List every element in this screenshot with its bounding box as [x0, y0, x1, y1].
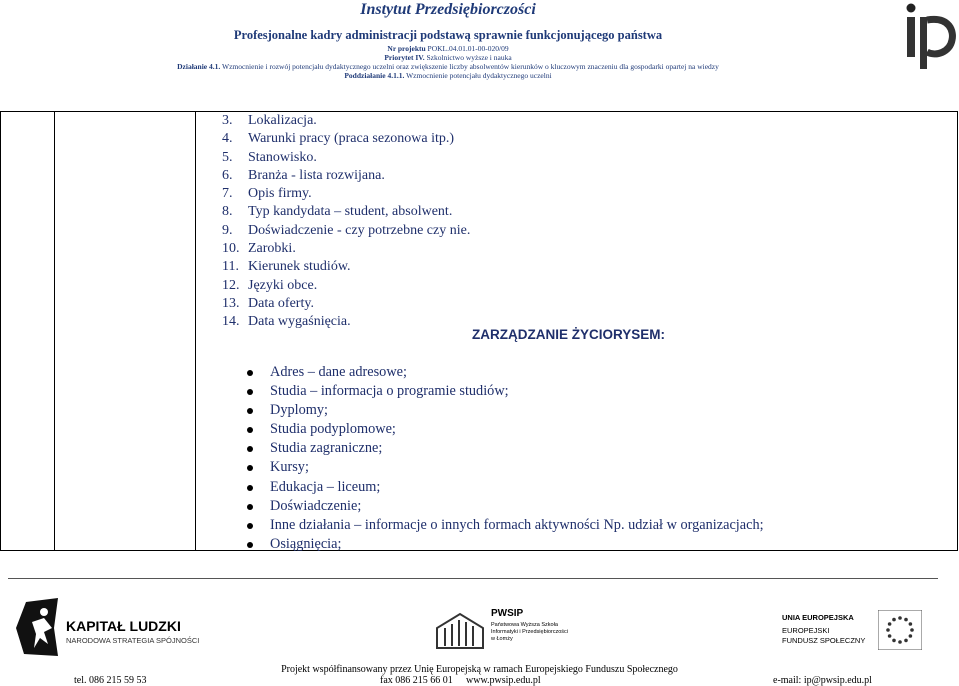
priority-text: Szkolnictwo wyższe i nauka [426, 53, 512, 62]
bullet-list-item: Studia podyplomowe; [246, 420, 764, 439]
pwsip-line-1: Państwowa Wyższa Szkoła [491, 622, 558, 628]
list-item-text: Kierunek studiów. [248, 259, 351, 275]
building-icon [435, 610, 485, 650]
pwsip-abbr: PWSIP [491, 608, 524, 619]
bullet-list-item: Doświadczenie; [246, 497, 764, 516]
bullet-list-item: Adres – dane adresowe; [246, 363, 764, 382]
eu-line-2: EUROPEJSKI [782, 626, 830, 635]
numbered-list-item [222, 130, 470, 148]
list-item-text: Języki obce. [248, 277, 318, 293]
list-item-number: 14. [222, 314, 240, 330]
bullet-list-item: Studia – informacja o programie studiów; [246, 382, 764, 401]
eu-star-icon [886, 628, 890, 632]
bullet-list [246, 363, 764, 554]
list-item-number: 7. [222, 186, 233, 202]
list-item-number: 8. [222, 204, 233, 220]
list-item-number: 3. [222, 113, 233, 128]
eu-star-icon [910, 628, 914, 632]
cofinance-note: Projekt współfinansowany przez Unię Europejską w ramach Europejskiego Funduszu Społecznego [281, 664, 678, 675]
list-item-text: Stanowisko. [248, 149, 317, 165]
numbered-list-item [222, 149, 470, 167]
numbered-list-item [222, 240, 470, 258]
project-number-label: Nr projektu [387, 44, 426, 53]
list-item-text: Typ kandydata – student, absolwent. [248, 204, 453, 220]
list-item-number: 5. [222, 149, 233, 165]
pwsip-line-3: w Łomży [491, 636, 513, 642]
list-item-text: Zarobki. [248, 241, 296, 257]
list-item-number: 11. [222, 259, 239, 275]
eu-star-icon [888, 622, 892, 626]
ip-logo [898, 2, 956, 70]
list-item-number: 6. [222, 167, 233, 183]
bullet-list-item: Inne działania – informacje o innych formach aktywności Np. udział w organizacjach; [246, 516, 764, 535]
numbered-list-item [222, 112, 470, 130]
kapital-ludzki-title: KAPITAŁ LUDZKI [66, 618, 181, 634]
bullet-list-item: Kursy; [246, 458, 764, 477]
numbered-list-item [222, 203, 470, 221]
numbered-list-item [222, 185, 470, 203]
list-item-text: Data oferty. [248, 295, 314, 311]
numbered-list [222, 112, 470, 332]
project-title: Profesjonalne kadry administracji podstawą sprawnie funkcjonującego państwa [233, 28, 663, 42]
eu-star-icon [904, 618, 908, 622]
action-text: Wzmocnienie i rozwój potencjału dydaktycznego uczelni oraz zwiększenie liczby absolwentów kierunków o kluczowym znaczeniu dla gospodarki opartej na wiedzy [221, 62, 719, 71]
pwsip-line-2: Informatyki i Przedsiębiorczości [491, 629, 569, 635]
footer-separator [8, 578, 938, 579]
action-line [0, 62, 896, 71]
subaction-text: Wzmocnienie potencjału dydaktycznego uczelni [406, 71, 552, 80]
eu-line-1: UNIA EUROPEJSKA [782, 613, 854, 622]
footer-email[interactable]: e-mail: ip@pwsip.edu.pl [773, 675, 872, 686]
eu-star-icon [909, 634, 913, 638]
project-number: POKL.04.01.01-00-020/09 [427, 44, 509, 53]
numbered-list-item [222, 222, 470, 240]
list-item-text: Warunki pracy (praca sezonowa itp.) [248, 131, 455, 147]
bullet-list-item: Studia zagraniczne; [246, 439, 764, 458]
kapital-ludzki-subtitle: NARODOWA STRATEGIA SPÓJNOŚCI [66, 636, 200, 645]
table-column-divider [195, 112, 196, 550]
list-item-text: Opis firmy. [248, 186, 312, 202]
numbered-list-item [222, 277, 470, 295]
bullet-list-item: Dyplomy; [246, 401, 764, 420]
eu-logo [782, 610, 922, 650]
eu-star-icon [898, 616, 902, 620]
pwsip-logo [435, 608, 575, 652]
list-item-text: Lokalizacja. [248, 113, 317, 128]
numbered-list-item [222, 167, 470, 185]
institute-name: Instytut Przedsiębiorczości [360, 1, 536, 18]
list-item-number: 10. [222, 241, 240, 257]
list-item-number: 4. [222, 131, 233, 147]
eu-star-icon [904, 639, 908, 643]
eu-line-3: FUNDUSZ SPOŁECZNY [782, 636, 866, 645]
bullet-list-item: Edukacja – liceum; [246, 478, 764, 497]
section-heading: ZARZĄDZANIE ŻYCIORYSEM: [472, 327, 665, 342]
priority-label: Priorytet IV. [384, 53, 425, 62]
eu-star-icon [892, 618, 896, 622]
table-column-divider [54, 112, 55, 550]
eu-star-icon [892, 639, 896, 643]
list-item-number: 12. [222, 277, 240, 293]
numbered-list-item [222, 295, 470, 313]
project-number-line [0, 44, 896, 53]
eu-star-icon [888, 634, 892, 638]
numbered-list-item [222, 258, 470, 276]
bullet-list-item: Osiągnięcia; [246, 535, 764, 554]
subaction-line [0, 71, 896, 80]
list-item-text: Data wygaśnięcia. [248, 314, 351, 330]
eu-flag-icon [878, 610, 922, 650]
list-item-text: Doświadczenie - czy potrzebne czy nie. [248, 222, 471, 238]
numbered-list-item [222, 313, 470, 331]
subaction-label: Poddziałanie 4.1.1. [344, 71, 405, 80]
footer-fax: fax 086 215 66 01 [380, 675, 453, 686]
eu-star-icon [909, 622, 913, 626]
kapital-ludzki-logo [14, 598, 214, 658]
footer-phone: tel. 086 215 59 53 [74, 675, 147, 686]
list-item-number: 9. [222, 222, 233, 238]
footer-website[interactable]: www.pwsip.edu.pl [466, 675, 541, 686]
list-item-number: 13. [222, 295, 240, 311]
eu-star-icon [898, 640, 902, 644]
list-item-text: Branża - lista rozwijana. [248, 167, 385, 183]
kapital-ludzki-emblem-icon [14, 598, 60, 658]
action-label: Działanie 4.1. [177, 62, 221, 71]
priority-line [0, 53, 896, 62]
